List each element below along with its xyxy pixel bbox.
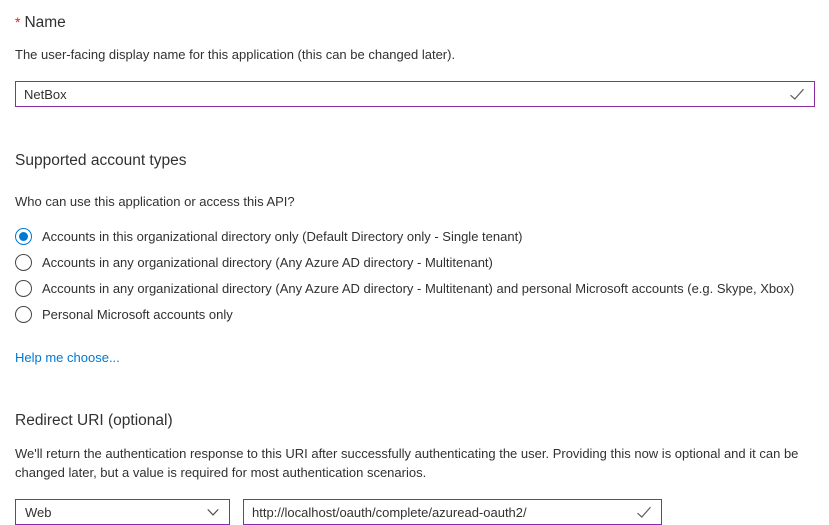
name-section-title [15,12,815,33]
redirect-uri-input[interactable] [244,500,636,524]
radio-unselected-icon[interactable] [15,280,32,297]
required-asterisk: * [15,14,21,30]
platform-select-value: Web [25,504,52,520]
radio-unselected-icon[interactable] [15,254,32,271]
account-type-option-single-tenant[interactable] [15,223,815,249]
account-type-label: Accounts in any organizational directory (Any Azure AD directory - Multitenant) [42,254,493,270]
account-type-option-multitenant[interactable] [15,249,815,275]
redirect-uri-row [15,499,815,525]
validation-checkmark-icon [636,504,652,520]
account-type-option-multitenant-personal[interactable] [15,275,815,301]
name-input[interactable] [16,82,789,106]
account-type-option-personal-only[interactable] [15,301,815,327]
validation-checkmark-icon [789,86,805,102]
account-types-title: Supported account types [15,152,187,169]
redirect-uri-input-box [243,499,662,525]
account-type-label: Personal Microsoft accounts only [42,306,233,322]
radio-unselected-icon[interactable] [15,306,32,323]
platform-select[interactable] [15,499,230,525]
help-me-choose-link[interactable]: Help me choose... [15,350,120,365]
account-type-label: Accounts in this organizational directory only (Default Directory only - Single tenant) [42,228,523,244]
name-title-text: Name [24,14,66,31]
redirect-uri-title: Redirect URI (optional) [15,412,173,429]
chevron-down-icon [206,505,220,519]
name-input-box [15,81,815,107]
account-types-question: Who can use this application or access this API? [15,194,295,209]
account-type-label: Accounts in any organizational directory (Any Azure AD directory - Multitenant) and personal Microsoft accounts (e.g. Skype, Xbox) [42,280,795,296]
account-types-radio-group [15,223,815,327]
radio-selected-icon[interactable] [15,228,32,245]
name-description: The user-facing display name for this application (this can be changed later). [15,47,456,62]
radio-dot [19,232,28,241]
redirect-uri-description: We'll return the authentication response to this URI after successfully authenticating the user. Providing this now is optional and it can be changed later, but a value is required for most authentication scenarios. [15,446,799,480]
